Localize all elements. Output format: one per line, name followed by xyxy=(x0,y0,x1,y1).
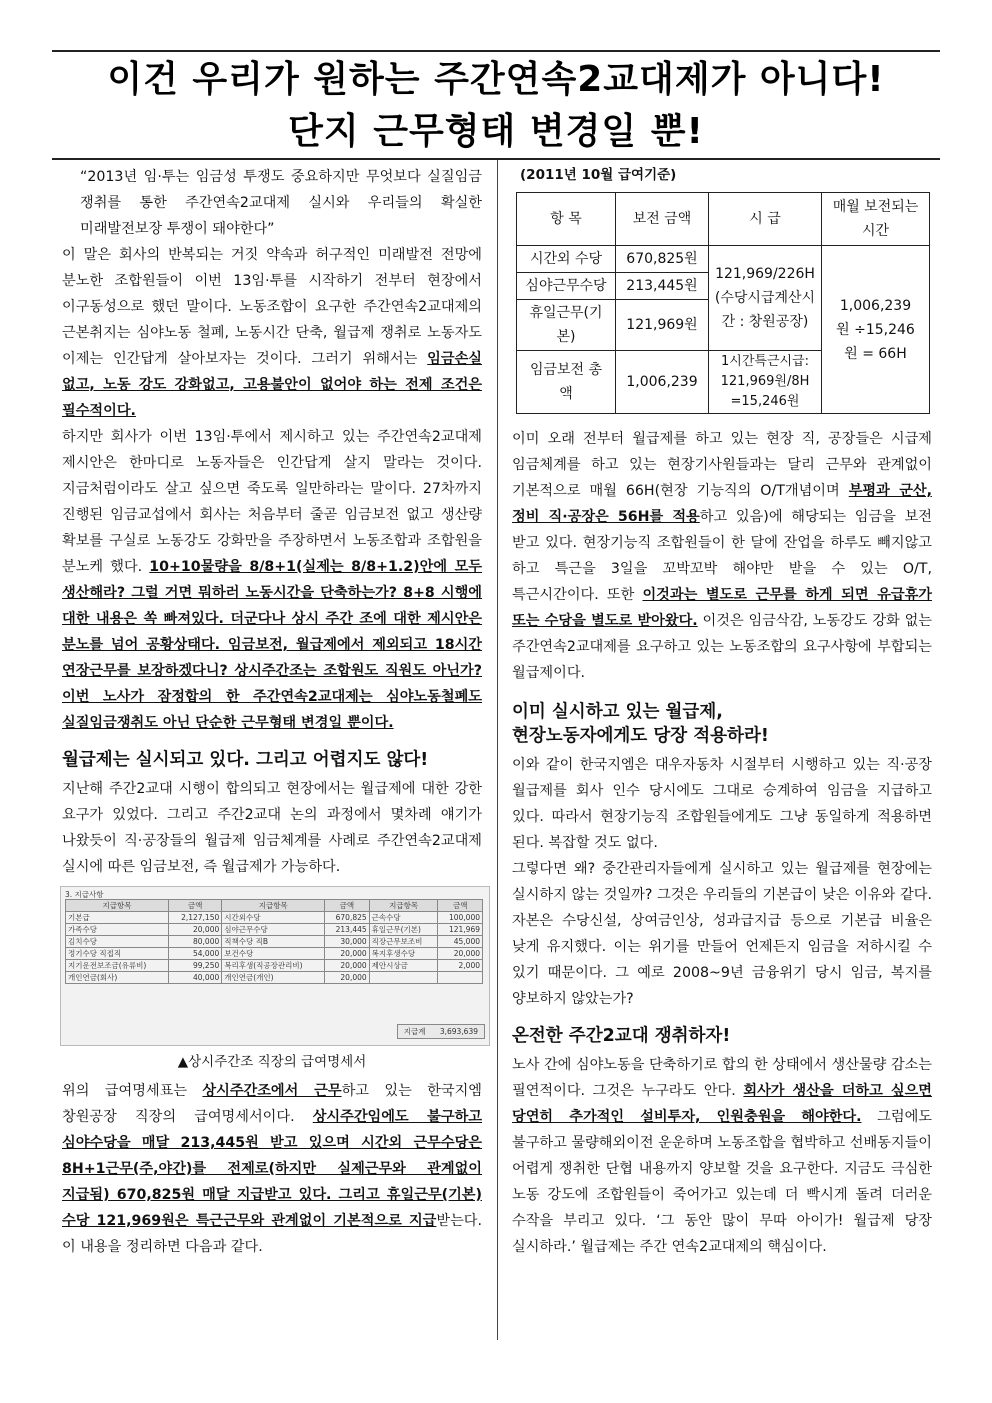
heading-monthly-pay: 월급제는 실시되고 있다. 그리고 어렵지도 않다! xyxy=(62,750,429,770)
table-header-item: 항 목 xyxy=(517,193,616,246)
payslip-cell: 20,000 xyxy=(325,972,369,984)
payslip-cell: 기본급 xyxy=(66,912,169,924)
paragraph-why: 그렇다면 왜? 중간관리자들에게 실시하고 있는 월급제를 현장에는 실시하지 않는 것일까? 그것은 우리들의 기본급이 낮은 이유와 같다. 자본은 수당신설, 상여금인상, 성과급지급 등으로 기본급 비율은 낮게 유지했다. 이는 위기를 만들어 언제든지 임금을 저하시킬 수 있기 때문이다. 그 예로 2008~9년 금융위기 당시 임금, 복지를 양보하지 않았는가? xyxy=(512,861,932,1007)
payslip-caption: ▲상시주간조 직장의 급여명세서 xyxy=(177,1054,367,1070)
table-cell-item: 임금보전 총액 xyxy=(517,351,616,414)
paragraph-conclusion-emphasis: 회사가 생산을 더하고 싶으면 당연히 추가적인 설비투자, 인원충원을 해야한다. xyxy=(512,1083,933,1125)
paragraph-payslip-emphasis-b: 상시주간조에서 근무 xyxy=(202,1083,342,1099)
payslip-cell: 2,127,150 xyxy=(168,912,221,924)
paragraph-monthly-pay: 지난해 주간2교대 시행이 합의되고 현장에서는 월급제에 대한 강한 요구가 있었다. 그리고 주간2교대 논의 과정에서 몇차례 얘기가 나왔듯이 직·공장들의 월급제 임금체계를 사례로 주간연속2교대제 실시에 따른 임금보전, 즉 월급제가 가능하다. xyxy=(62,781,482,875)
table-cell-amount: 213,445원 xyxy=(616,273,709,300)
page-title-line2: 단지 근무형태 변경일 뿐! xyxy=(288,111,704,152)
table-cell-item: 시간외 수당 xyxy=(517,246,616,273)
payslip-cell: 직책수당 직B xyxy=(222,936,325,948)
paragraph-existing-emphasis-2: 이것과는 별도로 근무를 하게 되면 유급휴가 또는 수당을 별도로 받아왔다. xyxy=(512,587,933,629)
paragraph-existing-text-a: 이미 오래 전부터 월급제를 하고 있는 현장 직, 공장들은 시급제 임금체계를 하고 있는 현장기사원들과는 달리 근무와 관계없이 기본적으로 매월 66H(현장 기능직의 O/T개념이며 xyxy=(512,431,932,499)
paragraph-intro xyxy=(62,242,482,424)
table-header-rate: 시 급 xyxy=(709,193,822,246)
paragraph-conclusion-text-b: 그럼에도 불구하고 물량해외이전 운운하며 노동조합을 협박하고 선배동지들이 어렵게 쟁취한 단협 내용까지 양보할 것을 요구한다. 지금도 극심한 노동 강도에 조합원들이 죽어가고 있는데 더 빡시게 돌려 더러운 수작을 부리고 있다. ‘그 동안 많이 무따 아이가! 월급제 당장 실시하라.’ 월급제는 주간 연속2교대제의 핵심이다. xyxy=(512,1109,932,1255)
payslip-cell: 20,000 xyxy=(438,948,483,960)
payslip-cell: 보건수당 xyxy=(222,948,325,960)
payslip-cell: 100,000 xyxy=(438,912,483,924)
table-cell-rate: 121,969/226H (수당시급계산시간 : 창원공장) xyxy=(709,246,822,351)
payslip-header-cell: 지급항목 xyxy=(369,900,438,912)
paragraph-intro-emphasis: 임금손실 없고, 노동 강도 강화없고, 고용불안이 없어야 하는 전제 조건은 필수적이다. xyxy=(62,351,482,419)
page-title-line1: 이건 우리가 원하는 주간연속2교대제가 아니다! xyxy=(107,59,885,100)
payslip-total-label: 지급계 xyxy=(403,1027,426,1036)
payslip-cell: 복지후생수당 xyxy=(369,948,438,960)
payslip-cell: 80,000 xyxy=(168,936,221,948)
paragraph-existing-monthly xyxy=(512,426,932,686)
payslip-header-cell: 금액 xyxy=(168,900,221,912)
table-cell-monthly: 1,006,239원 ÷15,246원 = 66H xyxy=(822,246,930,414)
payslip-cell: 121,969 xyxy=(438,924,483,936)
table-cell-special-rate: 1시간특근시급: 121,969원/8H =15,246원 xyxy=(709,351,822,414)
payslip-cell: 개인연금(개인) xyxy=(222,972,325,984)
top-rule xyxy=(52,50,940,52)
payslip-cell: 54,000 xyxy=(168,948,221,960)
paragraph-payslip-text-d: 받는다. 이 내용을 정리하면 다음과 같다. xyxy=(62,1213,482,1255)
payslip-cell: 45,000 xyxy=(438,936,483,948)
paragraph-payslip-text-a: 위의 급여명세표는 xyxy=(62,1083,203,1099)
opening-quote: “2013년 임·투는 임금성 투쟁도 중요하지만 무엇보다 실질임금 쟁취를 통한 주간연속2교대제 실시와 우리들의 확실한 미래발전보장 투쟁이 돼야한다” xyxy=(80,169,482,237)
paragraph-conclusion-text-a: 노사 간에 심야노동을 단축하기로 합의 한 상태에서 생산물량 감소는 필연적이다. 그것은 누구라도 안다. xyxy=(512,1057,932,1099)
payslip-cell: 개인연금(회사) xyxy=(66,972,169,984)
table-cell-item: 심야근무수당 xyxy=(517,273,616,300)
payslip-cell: 시간외수당 xyxy=(222,912,325,924)
payslip-cell: 가족수당 xyxy=(66,924,169,936)
paragraph-existing-text-c: 이것은 임금삭감, 노동강도 강화 없는 주간연속2교대제를 요구하고 있는 노동조합의 요구사항에 부합되는 월급제이다. xyxy=(512,613,933,681)
payslip-header-row xyxy=(66,900,483,912)
paragraph-company-proposal xyxy=(62,424,482,736)
payslip-cell: 670,825 xyxy=(325,912,369,924)
payslip-header-cell: 금액 xyxy=(325,900,369,912)
payslip-image xyxy=(60,886,490,1046)
payslip-row xyxy=(66,960,483,972)
payslip-row xyxy=(66,972,483,984)
paragraph-company-proposal-emphasis: 10+10물량을 8/8+1(실제는 8/8+1.2)안에 모두 생산해라? 그럴 거면 뭐하러 노동시간을 단축하는가? 8+8 시행에 대한 내용은 쏙 빠져있다. 더군다나 상시 주간 조에 대한 제시안은 분노를 넘어 공황상태다. 임금보전, 월급제에서 제외되고 18시간 연장근무를 보장하겠다니? 상시주간조는 조합원도 직원도 아닌가? 이번 노사가 잠정합의 한 주간연속2교대제는 심야노동철폐도 실질임금쟁취도 아닌 단순한 근무형태 변경일 뿐이다. xyxy=(62,559,482,731)
heading-full-two-shift: 온전한 주간2교대 쟁취하자! xyxy=(512,1026,731,1046)
payslip-cell: 정기수당 직접직 xyxy=(66,948,169,960)
payslip-cell: 20,000 xyxy=(325,948,369,960)
payslip-row xyxy=(66,912,483,924)
payslip-table xyxy=(65,899,483,984)
payslip-cell: 복리후생(직공장관리비) xyxy=(222,960,325,972)
heading-apply-line2: 현장노동자에게도 당장 적용하라! xyxy=(512,726,769,746)
column-divider xyxy=(497,160,498,1340)
payslip-cell: 근속수당 xyxy=(369,912,438,924)
payslip-cell xyxy=(369,972,438,984)
table-cell-amount: 670,825원 xyxy=(616,246,709,273)
payslip-cell: 99,250 xyxy=(168,960,221,972)
payslip-header-cell: 지급항목 xyxy=(222,900,325,912)
right-column xyxy=(512,164,932,1260)
table-note: (2011년 10월 급여기준) xyxy=(520,167,677,183)
payslip-cell: 심야근무수당 xyxy=(222,924,325,936)
table-cell-amount: 1,006,239 xyxy=(616,351,709,414)
payslip-total xyxy=(397,1024,485,1039)
table-header-row xyxy=(517,193,930,246)
payslip-cell: 30,000 xyxy=(325,936,369,948)
payslip-header-cell: 지급항목 xyxy=(66,900,169,912)
payslip-total-value: 3,693,639 xyxy=(439,1027,478,1036)
payslip-cell: 2,000 xyxy=(438,960,483,972)
title-bottom-rule xyxy=(52,158,940,160)
heading-apply-line1: 이미 실시하고 있는 월급제, xyxy=(512,702,723,722)
paragraph-conclusion xyxy=(512,1052,932,1260)
payslip-cell: 김치수당 xyxy=(66,936,169,948)
payslip-section-label: 3. 지급사항 xyxy=(65,890,104,899)
payslip-cell: 직장근무보조비 xyxy=(369,936,438,948)
payslip-header-cell: 금액 xyxy=(438,900,483,912)
left-column xyxy=(62,164,482,1260)
payslip-row xyxy=(66,936,483,948)
table-cell-amount: 121,969원 xyxy=(616,300,709,351)
payslip-cell: 휴일근무(기본) xyxy=(369,924,438,936)
payslip-row xyxy=(66,948,483,960)
paragraph-payslip-emphasis: 상시주간임에도 불구하고 심야수당을 매달 213,445원 받고 있으며 시간외 근무수당은 8H+1근무(주,야간)를 전제로(하지만 실제근무와 관계없이 지급됨) 670,825원 매달 지급받고 있다. 그리고 휴일근무(기본)수당 121,969원은 특근근무와 관계없이 기본적으로 지급 xyxy=(62,1109,482,1229)
paragraph-payslip-text-c: 하고 있는 한국지엠 창원공장 직장의 급여명세서이다. xyxy=(62,1083,482,1125)
payslip-cell: 지기운전보조금(유류비) xyxy=(66,960,169,972)
payslip-cell: 40,000 xyxy=(168,972,221,984)
payslip-cell: 제안시상금 xyxy=(369,960,438,972)
wage-compensation-table xyxy=(516,192,930,414)
payslip-cell: 20,000 xyxy=(325,960,369,972)
paragraph-existing-emphasis-1: 부평과 군산, 정비 직·공장은 56H를 적용 xyxy=(512,483,932,525)
payslip-cell: 20,000 xyxy=(168,924,221,936)
table-row xyxy=(517,246,930,273)
table-cell-item: 휴일근무(기본) xyxy=(517,300,616,351)
table-header-amount: 보전 금액 xyxy=(616,193,709,246)
paragraph-intro-text: 이 말은 회사의 반복되는 거짓 약속과 허구적인 미래발전 전망에 분노한 조합원들이 이번 13임·투를 시작하기 전부터 현장에서 이구동성으로 했던 말이다. 노동조합이 요구한 주간연속2교대제의 근본취지는 심야노동 철폐, 노동시간 단축, 월급제 쟁취로 노동자도 이제는 인간답게 살아보자는 것이다. 그러기 위해서는 xyxy=(62,247,482,367)
table-header-monthly: 매월 보전되는 시간 xyxy=(822,193,930,246)
payslip-cell xyxy=(438,972,483,984)
paragraph-gm-korea: 이와 같이 한국지엠은 대우자동차 시절부터 시행하고 있는 직·공장 월급제를 회사 인수 당시에도 그대로 승계하여 임금을 지급하고 있다. 따라서 현장기능직 조합원들에게도 그냥 동일하게 적용하면 된다. 복잡할 것도 없다. xyxy=(512,757,932,851)
paragraph-company-proposal-text: 하지만 회사가 이번 13임·투에서 제시하고 있는 주간연속2교대제 제시안은 한마디로 노동자들은 인간답게 살지 말라는 것이다. 지금처럼이라도 살고 싶으면 죽도록 일만하라는 말이다. 27차까지 진행된 임금교섭에서 회사는 처음부터 줄곧 임금보전 없고 생산량 확보를 구실로 노동강도 강화만을 주장하면서 노동조합과 조합원을 분노케 했다. xyxy=(62,429,482,575)
payslip-row xyxy=(66,924,483,936)
paragraph-payslip-analysis xyxy=(62,1078,482,1260)
paragraph-existing-text-b: 하고 있음)에 해당되는 임금을 보전 받고 있다. 현장기능직 조합원들이 한 달에 잔업을 하루도 빼지않고 하고 특근을 3일을 꼬박꼬박 해야만 받을 수 있는 O/T, 특근시간이다. 또한 xyxy=(512,509,932,603)
payslip-cell: 213,445 xyxy=(325,924,369,936)
